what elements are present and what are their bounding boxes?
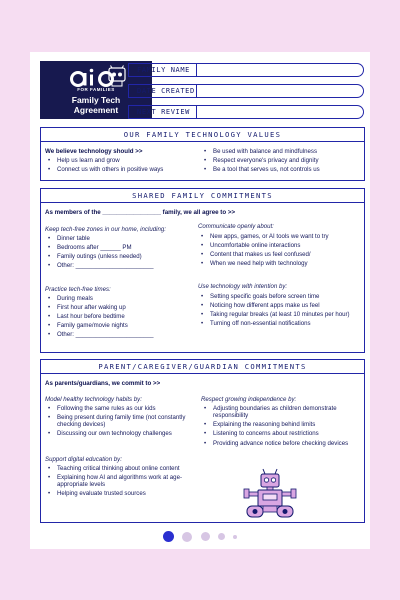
robot-illustration-icon <box>236 468 308 520</box>
list-item: • Adjusting boundaries as children demonstrate responsibility <box>201 405 363 420</box>
list-item: • Be a tool that serves us, not controls us <box>201 166 366 173</box>
page-dot-1[interactable] <box>163 531 174 542</box>
support-list <box>45 465 197 500</box>
values-title: OUR FAMILY TECHNOLOGY VALUES <box>41 128 364 142</box>
list-item: • Be used with balance and mindfulness <box>201 148 366 155</box>
shared-commitments-intro: As members of the _________________ family, we all agree to >> <box>45 209 236 216</box>
intention-heading: Use technology with intention by: <box>198 283 288 290</box>
list-item: • Other: _______________________ <box>45 331 195 338</box>
page-dot-4[interactable] <box>218 533 225 540</box>
list-item: • Providing advance notice before checking devices <box>201 440 363 447</box>
list-item: • Explaining how AI and algorithms work at age-appropriate levels <box>45 474 197 489</box>
family-name-field[interactable] <box>128 63 364 77</box>
model-list <box>45 405 197 440</box>
list-item: • Other: _______________________ <box>45 262 195 269</box>
logo-subtitle: FOR FAMILIES <box>77 87 115 92</box>
page-indicator <box>0 528 400 546</box>
list-item: • During meals <box>45 295 195 302</box>
agreement-page <box>30 52 370 549</box>
intention-list <box>198 293 363 329</box>
zones-list <box>45 235 195 271</box>
list-item: • Listening to concerns about restrictions <box>201 430 363 437</box>
list-item: • Being present during family time (not constantly checking devices) <box>45 414 197 429</box>
date-created-label: DATE CREATED <box>129 85 197 97</box>
list-item: • Setting specific goals before screen time <box>198 293 363 300</box>
parent-commitments-section <box>40 359 365 523</box>
list-item: • When we need help with technology <box>198 260 363 267</box>
zones-heading: Keep tech-free zones in our home, including: <box>45 226 166 233</box>
page-dot-5[interactable] <box>233 535 237 539</box>
model-heading: Model healthy technology habits by: <box>45 396 142 403</box>
list-item: • Discussing our own technology challenges <box>45 430 197 437</box>
list-item: • Turning off non-essential notifications <box>198 320 363 327</box>
communicate-list <box>198 233 363 269</box>
list-item: • Following the same rules as our kids <box>45 405 197 412</box>
shared-commitments-title: SHARED FAMILY COMMITMENTS <box>41 189 364 203</box>
values-section <box>40 127 365 181</box>
title-line-2: Agreement <box>73 105 119 115</box>
list-item: • New apps, games, or AI tools we want to try <box>198 233 363 240</box>
communicate-heading: Communicate openly about: <box>198 223 274 230</box>
list-item: • Teaching critical thinking about online content <box>45 465 197 472</box>
next-review-label: NEXT REVIEW <box>129 106 197 118</box>
list-item: • Explaining the reasoning behind limits <box>201 421 363 428</box>
date-created-field[interactable] <box>128 84 364 98</box>
list-item: • Respect everyone's privacy and dignity <box>201 157 366 164</box>
times-heading: Practice tech-free times: <box>45 286 111 293</box>
list-item: • Bedrooms after ______ PM <box>45 244 195 251</box>
list-item: • Taking regular breaks (at least 10 minutes per hour) <box>198 311 363 318</box>
list-item: • Noticing how different apps make us feel <box>198 302 363 309</box>
list-item: • Helping evaluate trusted sources <box>45 490 197 497</box>
respect-list <box>201 405 363 449</box>
values-intro: We believe technology should >> <box>45 148 143 155</box>
next-review-field[interactable] <box>128 105 364 119</box>
list-item: • Dinner table <box>45 235 195 242</box>
page-dot-3[interactable] <box>201 532 210 541</box>
list-item: • Help us learn and grow <box>45 157 205 164</box>
parent-commitments-intro: As parents/guardians, we commit to >> <box>45 380 161 387</box>
list-item: • Uncomfortable online interactions <box>198 242 363 249</box>
family-name-label: FAMILY NAME <box>129 64 197 76</box>
values-right-list <box>201 148 366 175</box>
title-line-1: Family Tech <box>71 95 121 105</box>
list-item: • First hour after waking up <box>45 304 195 311</box>
list-item: • Connect us with others in positive ways <box>45 166 205 173</box>
shared-commitments-section <box>40 188 365 353</box>
support-heading: Support digital education by: <box>45 456 122 463</box>
list-item: • Family game/movie nights <box>45 322 195 329</box>
list-item: • Content that makes us feel confused/ <box>198 251 363 258</box>
times-list <box>45 295 195 340</box>
list-item: • Family outings (unless needed) <box>45 253 195 260</box>
parent-commitments-title: PARENT/CAREGIVER/GUARDIAN COMMITMENTS <box>41 360 364 374</box>
respect-heading: Respect growing independence by: <box>201 396 297 403</box>
list-item: • Last hour before bedtime <box>45 313 195 320</box>
page-dot-2[interactable] <box>182 532 192 542</box>
values-left-list <box>45 157 205 175</box>
